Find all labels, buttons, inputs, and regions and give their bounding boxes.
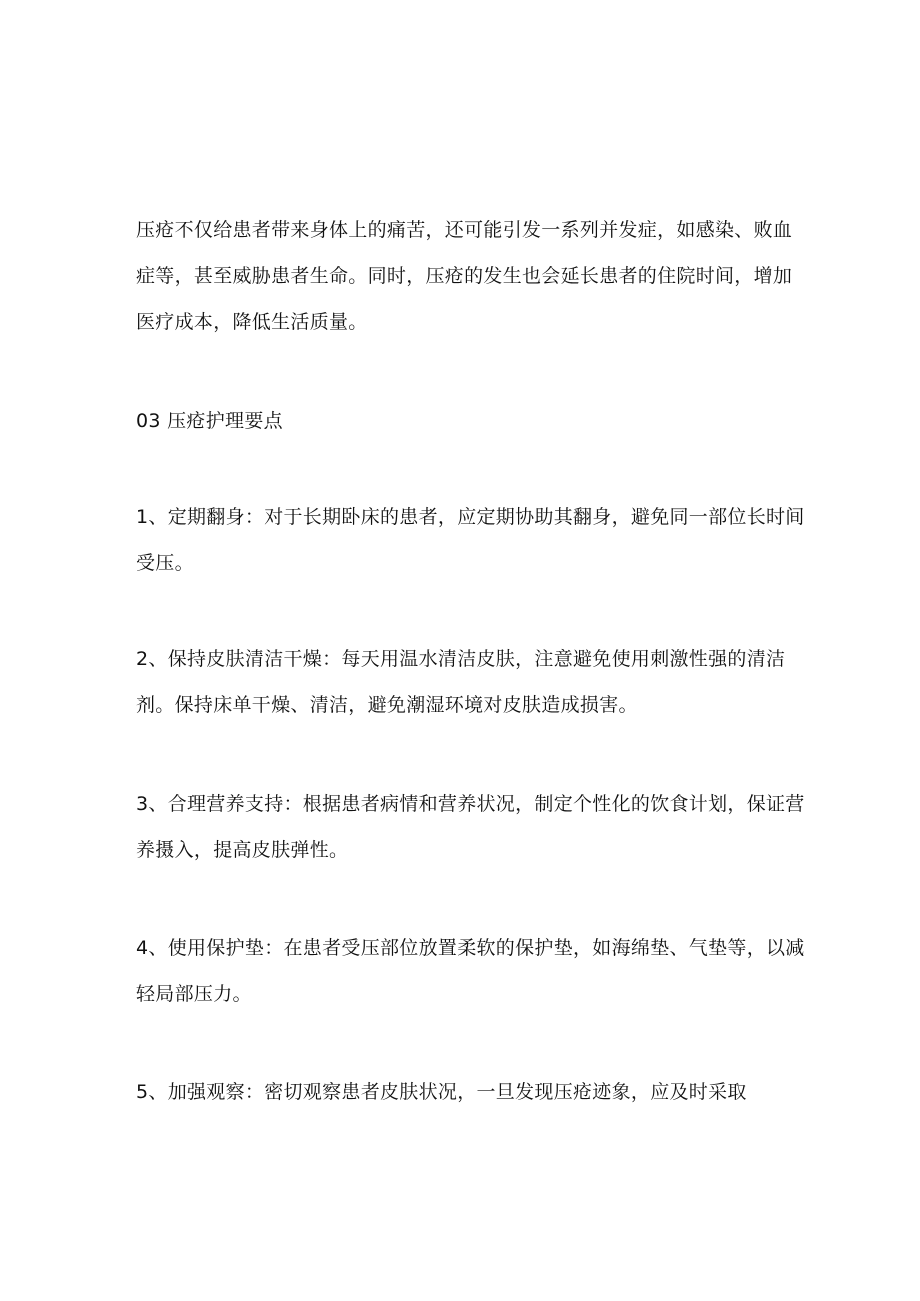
section-heading-text: 03 压疮护理要点 <box>136 410 283 432</box>
paragraph-line: 5、加强观察：密切观察患者皮肤状况，一旦发现压疮迹象，应及时采取 <box>136 1081 747 1103</box>
paragraph-line: 养摄入，提高皮肤弹性。 <box>136 839 349 861</box>
paragraph-line: 1、定期翻身：对于长期卧床的患者，应定期协助其翻身，避免同一部位长时间 <box>136 506 805 528</box>
point-item-2 <box>136 636 796 728</box>
paragraph-line: 4、使用保护垫：在患者受压部位放置柔软的保护垫，如海绵垫、气垫等，以减 <box>136 937 805 959</box>
paragraph-line: 压疮不仅给患者带来身体上的痛苦，还可能引发一系列并发症，如感染、败血 <box>136 219 793 241</box>
section-heading <box>136 398 796 444</box>
paragraph-line: 剂。保持床单干燥、清洁，避免潮湿环境对皮肤造成损害。 <box>136 694 638 716</box>
paragraph-line: 3、合理营养支持：根据患者病情和营养状况，制定个性化的饮食计划，保证营 <box>136 793 805 815</box>
point-item-4 <box>136 925 805 1017</box>
intro-paragraph <box>136 207 796 345</box>
point-item-3 <box>136 781 805 873</box>
paragraph-line: 受压。 <box>136 552 194 574</box>
paragraph-line: 轻局部压力。 <box>136 983 252 1005</box>
paragraph-line: 2、保持皮肤清洁干燥：每天用温水清洁皮肤，注意避免使用刺激性强的清洁 <box>136 648 786 670</box>
point-item-1 <box>136 494 805 586</box>
point-item-5 <box>136 1069 796 1115</box>
paragraph-line: 医疗成本，降低生活质量。 <box>136 311 368 333</box>
paragraph-line: 症等，甚至威胁患者生命。同时，压疮的发生也会延长患者的住院时间，增加 <box>136 265 793 287</box>
